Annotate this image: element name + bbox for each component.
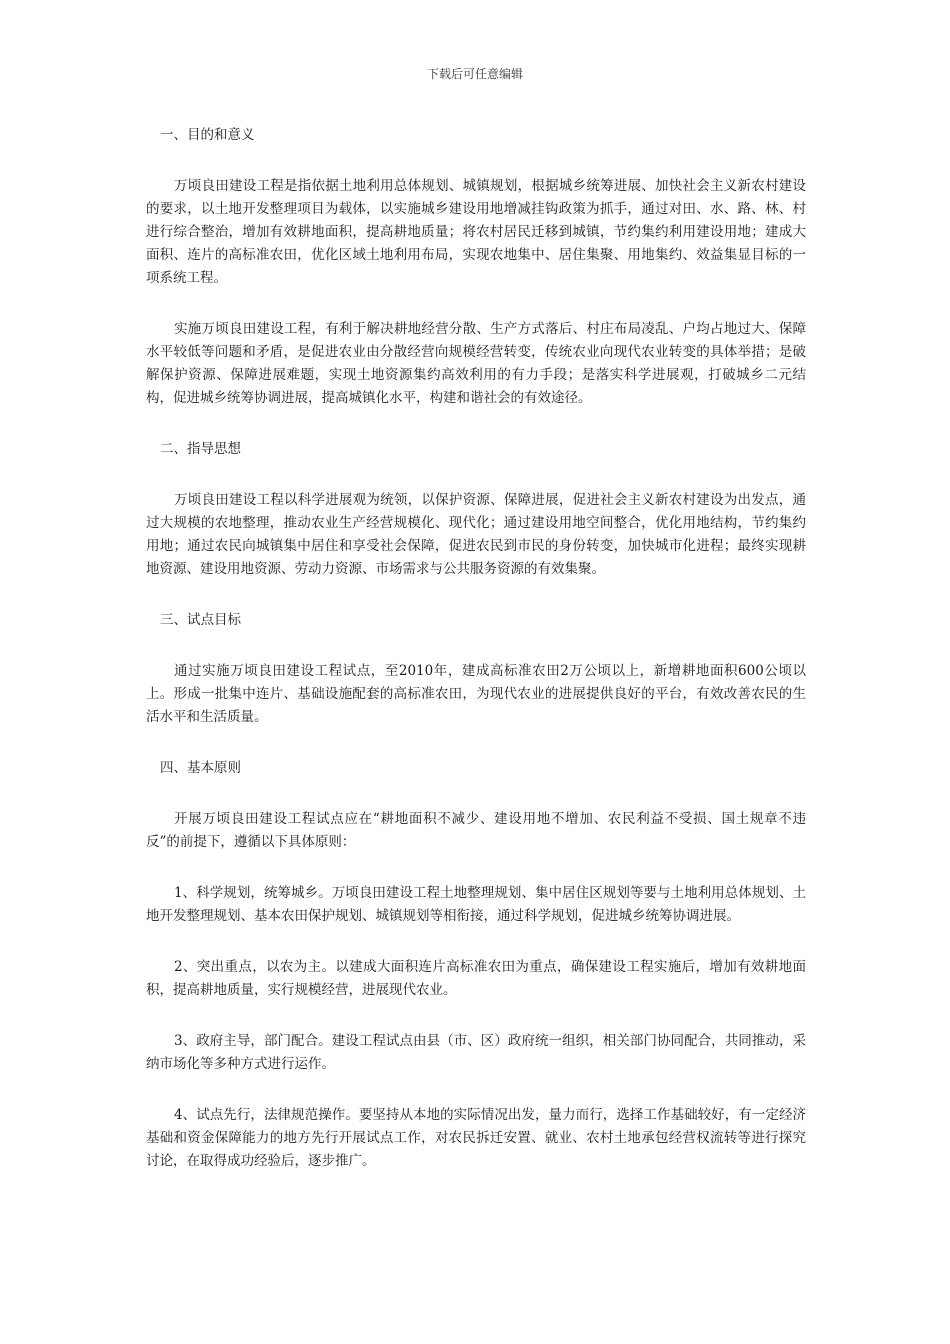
paragraph: 开展万顷良田建设工程试点应在“耕地面积不减少、建设用地不增加、农民利益不受损、国土规章不违反”的前提下，遵循以下具体原则： bbox=[146, 811, 806, 850]
paragraph: 实施万顷良田建设工程，有利于解决耕地经营分散、生产方式落后、村庄布局凌乱、户均占地过大、保障水平较低等问题和矛盾，是促进农业由分散经营向规模经营转变，传统农业向现代农业转变的具体举措；是破解保护资源、保障进展难题，实现土地资源集约高效利用的有力手段；是落实科学进展观，打破城乡二元结构，促进城乡统筹协调进展，提高城镇化水平，构建和谐社会的有效途径。 bbox=[146, 321, 806, 406]
section-heading: 一、目的和意义 bbox=[160, 127, 255, 143]
section-basic-principles bbox=[146, 757, 806, 1173]
document-body bbox=[146, 124, 806, 1201]
section-guiding-ideology bbox=[146, 438, 806, 581]
paragraph: 万顷良田建设工程以科学进展观为统领，以保护资源、保障进展，促进社会主义新农村建设为出发点，通过大规模的农地整理，推动农业生产经营规模化、现代化；通过建设用地空间整合，优化用地结构，节约集约用地；通过农民向城镇集中居住和享受社会保障，促进农民到市民的身份转变，加快城市化进程；最终实现耕地资源、建设用地资源、劳动力资源、市场需求与公共服务资源的有效集聚。 bbox=[146, 492, 806, 577]
principle-item: 3、政府主导，部门配合。建设工程试点由县（市、区）政府统一组织，相关部门协同配合，共同推动，采纳市场化等多种方式进行运作。 bbox=[146, 1033, 806, 1072]
principle-item: 1、科学规划，统筹城乡。万顷良田建设工程土地整理规划、集中居住区规划等要与土地利用总体规划、土地开发整理规划、基本农田保护规划、城镇规划等相衔接，通过科学规划，促进城乡统筹协调进展。 bbox=[146, 885, 806, 924]
principle-item: 4、试点先行，法律规范操作。要坚持从本地的实际情况出发，量力而行，选择工作基础较好，有一定经济基础和资金保障能力的地方先行开展试点工作，对农民拆迁安置、就业、农村土地承包经营权流转等进行探究讨论，在取得成功经验后，逐步推广。 bbox=[146, 1107, 806, 1169]
page-header: 下载后可任意编辑 bbox=[426, 67, 523, 81]
paragraph: 通过实施万顷良田建设工程试点，至2010年，建成高标准农田2万公顷以上，新增耕地面积600公顷以上。形成一批集中连片、基础设施配套的高标准农田，为现代农业的进展提供良好的平台，有效改善农民的生活水平和生活质量。 bbox=[146, 663, 806, 725]
section-heading: 二、指导思想 bbox=[160, 441, 241, 457]
section-pilot-goals bbox=[146, 609, 806, 729]
principle-item: 2、突出重点，以农为主。以建成大面积连片高标准农田为重点，确保建设工程实施后，增加有效耕地面积，提高耕地质量，实行规模经营，进展现代农业。 bbox=[146, 959, 806, 998]
paragraph: 万顷良田建设工程是指依据土地利用总体规划、城镇规划，根据城乡统筹进展、加快社会主义新农村建设的要求，以土地开发整理项目为载体，以实施城乡建设用地增减挂钩政策为抓手，通过对田、水、路、林、村进行综合整治，增加有效耕地面积，提高耕地质量；将农村居民迁移到城镇，节约集约利用建设用地；建成大面积、连片的高标准农田，优化区域土地利用布局，实现农地集中、居住集聚、用地集约、效益集显目标的一项系统工程。 bbox=[146, 178, 806, 286]
section-purpose bbox=[146, 124, 806, 410]
section-heading: 三、试点目标 bbox=[160, 612, 241, 628]
section-heading: 四、基本原则 bbox=[160, 760, 241, 776]
